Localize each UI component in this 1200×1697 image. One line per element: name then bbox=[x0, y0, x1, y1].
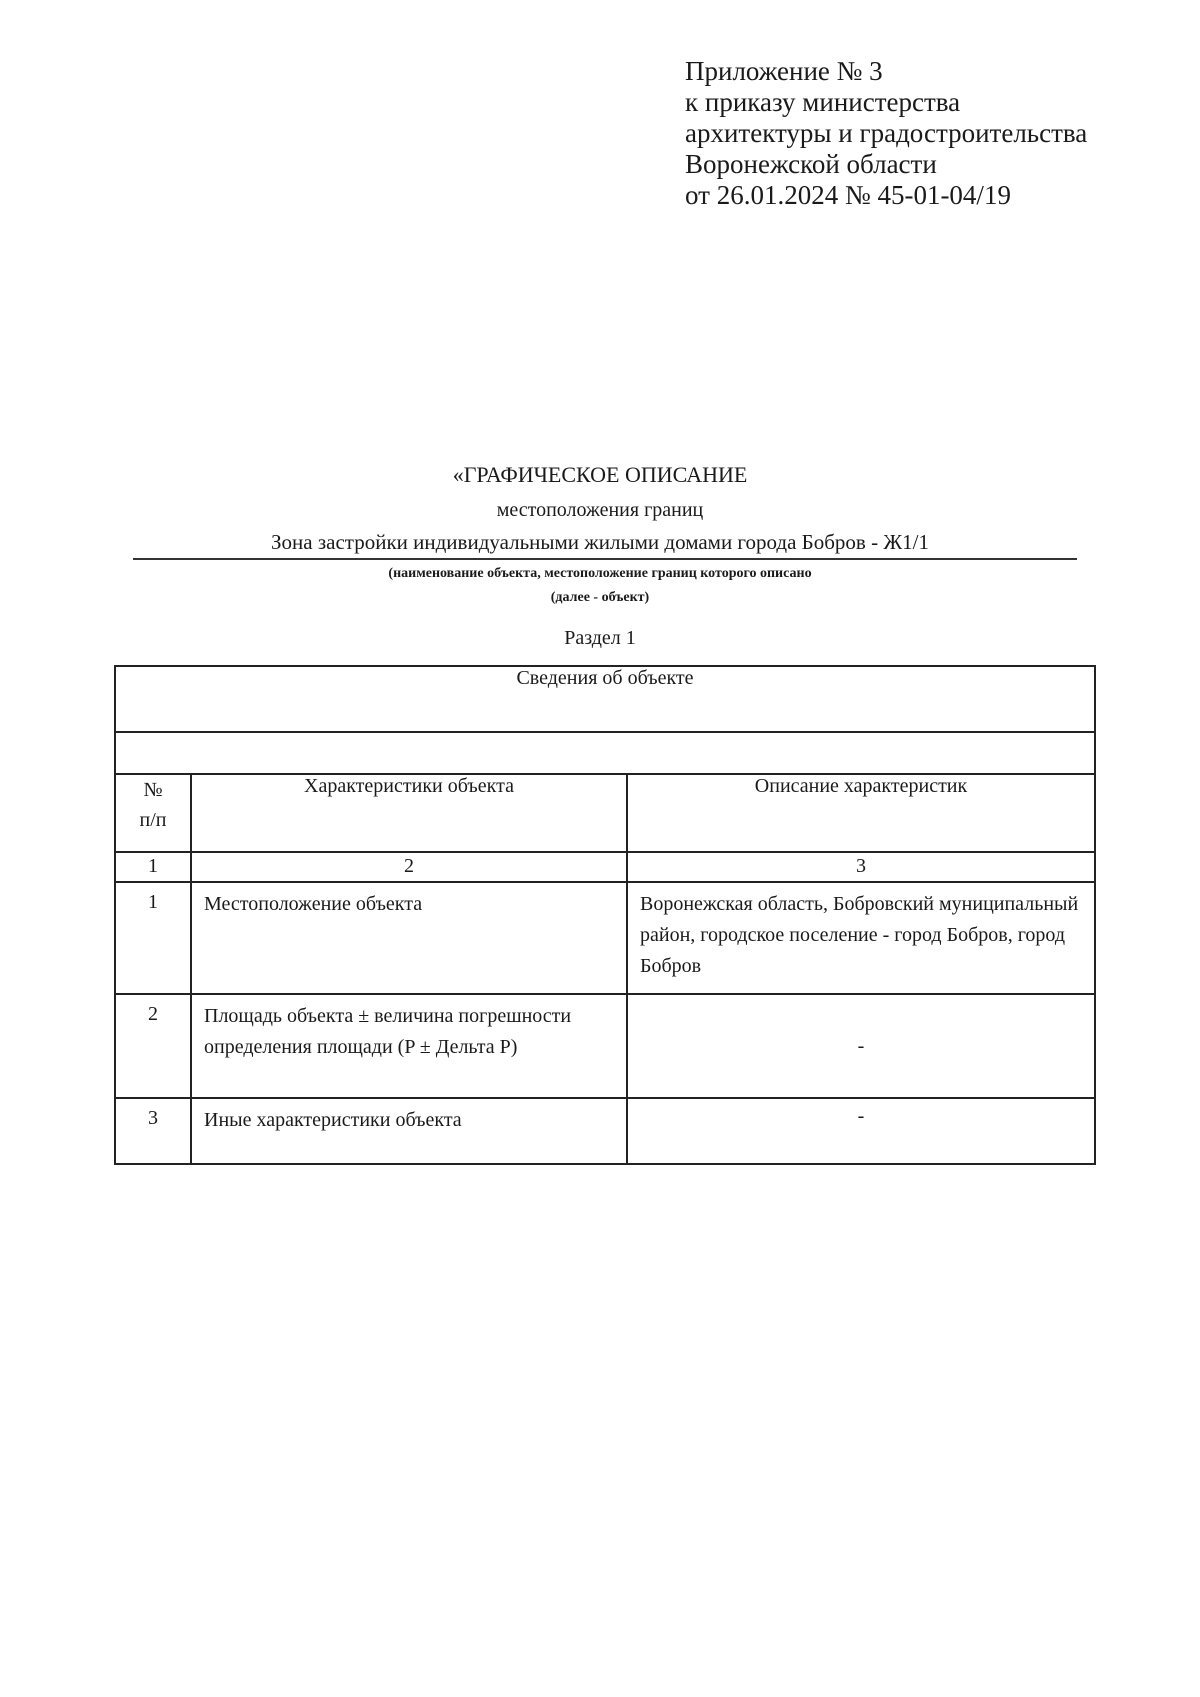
row-number: 3 bbox=[115, 1098, 191, 1164]
object-name-note-line-1: (наименование объекта, местоположение границ которого описано bbox=[388, 566, 812, 581]
header-num-line-1: № bbox=[143, 779, 163, 801]
row-number: 1 bbox=[115, 882, 191, 994]
table-row bbox=[115, 882, 1095, 994]
column-number-3: 3 bbox=[627, 852, 1095, 882]
appendix-line-3: архитектуры и градостроительства bbox=[685, 118, 1088, 148]
appendix-line-2: к приказу министерства bbox=[685, 87, 961, 117]
table-row bbox=[115, 994, 1095, 1098]
empty-cell bbox=[115, 732, 1095, 774]
row-number: 2 bbox=[115, 994, 191, 1098]
appendix-header bbox=[685, 56, 1087, 211]
table-row bbox=[115, 1098, 1095, 1164]
appendix-line-1: Приложение № 3 bbox=[685, 56, 883, 86]
header-description: Описание характеристик bbox=[627, 774, 1095, 852]
table-header-row bbox=[115, 774, 1095, 852]
row-description: - bbox=[627, 994, 1095, 1098]
row-characteristic: Площадь объекта ± величина погрешности определения площади (P ± Дельта P) bbox=[191, 994, 627, 1098]
table-caption-row bbox=[115, 666, 1095, 732]
column-number-2: 2 bbox=[191, 852, 627, 882]
document-subtitle: местоположения границ bbox=[496, 499, 704, 521]
row-characteristic: Иные характеристики объекта bbox=[191, 1098, 627, 1164]
object-name-note-line-2: (далее - объект) bbox=[550, 590, 650, 605]
appendix-line-4: Воронежской области bbox=[685, 149, 937, 179]
row-description: - bbox=[627, 1098, 1095, 1164]
object-name-underline bbox=[133, 558, 1077, 560]
table-empty-row bbox=[115, 732, 1095, 774]
table-caption: Сведения об объекте bbox=[115, 666, 1095, 732]
document-title: «ГРАФИЧЕСКОЕ ОПИСАНИЕ bbox=[452, 462, 748, 487]
row-characteristic: Местоположение объекта bbox=[191, 882, 627, 994]
object-name: Зона застройки индивидуальными жилыми домами города Бобров - Ж1/1 bbox=[271, 530, 929, 554]
header-num-line-2: п/п bbox=[139, 809, 167, 831]
row-description: Воронежская область, Бобровский муниципальный район, городское поселение - город Бобров, город Бобров bbox=[627, 882, 1095, 994]
section-heading: Раздел 1 bbox=[564, 627, 636, 649]
column-number-1: 1 bbox=[115, 852, 191, 882]
object-info-table bbox=[114, 665, 1096, 1165]
appendix-line-5: от 26.01.2024 № 45-01-04/19 bbox=[685, 180, 1011, 210]
header-characteristics: Характеристики объекта bbox=[191, 774, 627, 852]
header-num bbox=[115, 774, 191, 852]
column-number-row bbox=[115, 852, 1095, 882]
